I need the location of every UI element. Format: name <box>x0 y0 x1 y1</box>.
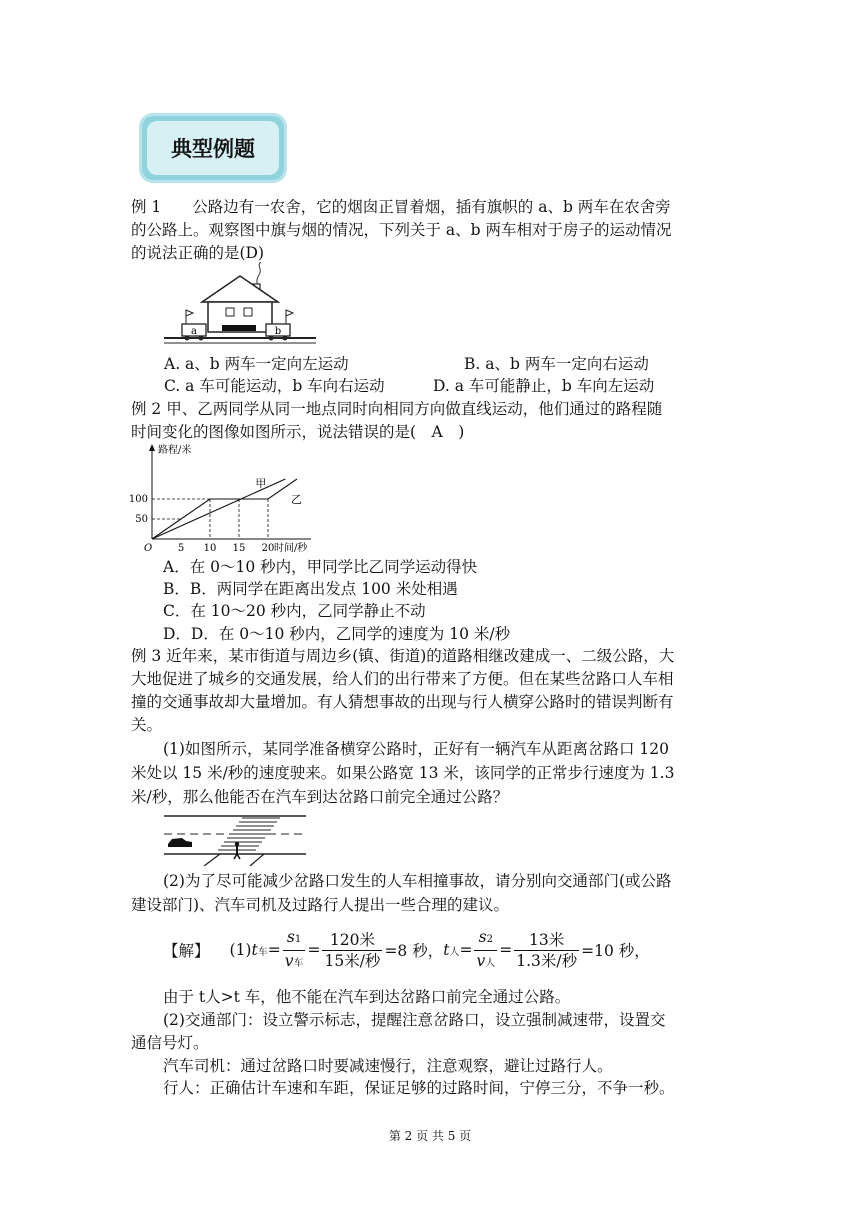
x-tick-5: 5 <box>177 543 185 554</box>
ex1-line-3: 的说法正确的是(D) <box>131 244 265 262</box>
fraction-120-over-15: $\frac{\text{120米}}{\text{15米/秒}}$ <box>324 930 381 970</box>
car-b-label: b <box>274 326 282 337</box>
series-line-1 <box>152 479 297 539</box>
flag-b-icon <box>286 310 293 316</box>
ex3-q2-line-2: 建设部门)、汽车司机及过路行人提出一些合理的建议。 <box>131 896 510 914</box>
solution-driver: 汽车司机：通过岔路口时要减速慢行，注意观察，避让过路行人。 <box>163 1057 613 1075</box>
ex3-line-4: 关。 <box>131 716 163 734</box>
distance-time-chart <box>124 441 324 559</box>
x-axis-label: 时间/秒 <box>274 543 308 554</box>
series-label-yi: 乙 <box>291 493 302 506</box>
ex3-q1-line-1: (1)如图所示，某同学准备横穿公路时，正好有一辆汽车从距离岔路口 120 <box>163 740 669 758</box>
fraction-s2-over-v-person: $\frac{s2}{\text{v人}}$ <box>476 927 496 970</box>
y-axis-arrow <box>149 444 155 451</box>
ex2-option-d: D．D．在 0～10 秒内，乙同学的速度为 10 米/秒 <box>163 625 511 643</box>
section-badge <box>139 113 287 183</box>
ex1-option-b: B. a、b 两车一定向右运动 <box>464 355 649 373</box>
ex1-option-c: C. a 车可能运动，b 车向右运动 <box>164 377 385 395</box>
solution-label: 【解】 <box>163 942 210 960</box>
ex3-q2-line-1: (2)为了尽可能减少岔路口发生的人车相撞事故，请分别向交通部门(或公路 <box>163 872 672 890</box>
x-tick-10: 10 <box>203 543 217 554</box>
solution-p2-line-2: 通信号灯。 <box>131 1034 209 1052</box>
car-a-label: a <box>191 326 197 337</box>
y-tick-50: 50 <box>135 514 148 525</box>
ex2-line-2: 时间变化的图像如图所示，说法错误的是( A ) <box>131 423 465 441</box>
fraction-13-over-1.3: $\frac{\text{13米}}{\text{1.3米/秒}}$ <box>516 930 578 970</box>
ex3-q1-line-3: 米/秒，那么他能否在汽车到达岔路口前完全通过公路？ <box>131 788 509 806</box>
section-badge-title: 典型例题 <box>147 121 279 175</box>
ex2-option-b: B．B．两同学在距离出发点 100 米处相遇 <box>163 580 458 598</box>
page-footer: 第 2 页 共 5 页 <box>388 1129 472 1143</box>
x-tick-15: 15 <box>232 543 246 554</box>
y-tick-100: 100 <box>128 494 148 505</box>
ex1-option-d: D. a 车可能静止，b 车向左运动 <box>433 377 655 395</box>
series-label-jia: 甲 <box>255 477 267 490</box>
ex1-option-a: A. a、b 两车一定向左运动 <box>164 355 349 373</box>
y-axis-label: 路程/米 <box>158 445 192 456</box>
fraction-s1-over-v-car: $\frac{s1}{\text{v车}}$ <box>284 927 304 970</box>
solution-p2-line-1: (2)交通部门：设立警示标志，提醒注意岔路口，设立强制减速带，设置交 <box>163 1011 666 1029</box>
farmhouse-figure <box>160 262 320 350</box>
ex2-option-a: A．在 0～10 秒内，甲同学比乙同学运动得快 <box>163 558 478 576</box>
solution-walker: 行人：正确估计车速和车距，保证足够的过路时间，宁停三分，不争一秒。 <box>163 1079 675 1097</box>
origin-label: O <box>144 543 153 554</box>
ex1-line-1: 例 1 公路边有一农舍，它的烟囱正冒着烟，插有旗帜的 a、b 两车在农舍旁 <box>131 198 671 216</box>
ex2-option-c: C．在 10～20 秒内，乙同学静止不动 <box>163 602 426 620</box>
door-icon <box>222 325 256 331</box>
roof-icon <box>202 276 278 302</box>
ex3-line-3: 撞的交通事故却大量增加。有人猜想事故的出现与行人横穿公路时的错误判断有 <box>131 693 674 711</box>
ex3-line-1: 例 3 近年来，某市街道与周边乡(镇、街道)的道路相继改建成一、二级公路，大 <box>131 647 675 665</box>
flag-a-icon <box>186 310 193 316</box>
ex3-q1-line-2: 米处以 15 米/秒的速度驶来。如果公路宽 13 米，该同学的正常步行速度为 1.3 <box>131 764 675 782</box>
ex1-line-2: 的公路上。观察图中旗与烟的情况，下列关于 a、b 两车相对于房子的运动情况 <box>131 221 672 239</box>
ex2-line-1: 例 2 甲、乙两同学从同一地点同时向相同方向做直线运动，他们通过的路程随 <box>131 400 663 418</box>
solution-conclusion: 由于 t人>t 车，他不能在汽车到达岔路口前完全通过公路。 <box>163 988 571 1006</box>
x-tick-20: 20 <box>261 543 275 554</box>
car-icon <box>168 838 192 847</box>
crossroad-figure <box>160 808 310 866</box>
ex3-line-2: 大地促进了城乡的交通发展，给人们的出行带来了方便。但在某些岔路口人车相 <box>131 670 674 688</box>
solution-formula: 【解】 (1) t 车 = $\frac{s1}{\text{v车}}$ = $\frac{\text{120米}}{\text{15米/秒}}$ =8 秒， t 人 = $\frac{s2}{\text{v人}}$ = $\frac{\text{13米}}{\text{1.3米/秒}}$ =10 秒， <box>163 928 650 972</box>
